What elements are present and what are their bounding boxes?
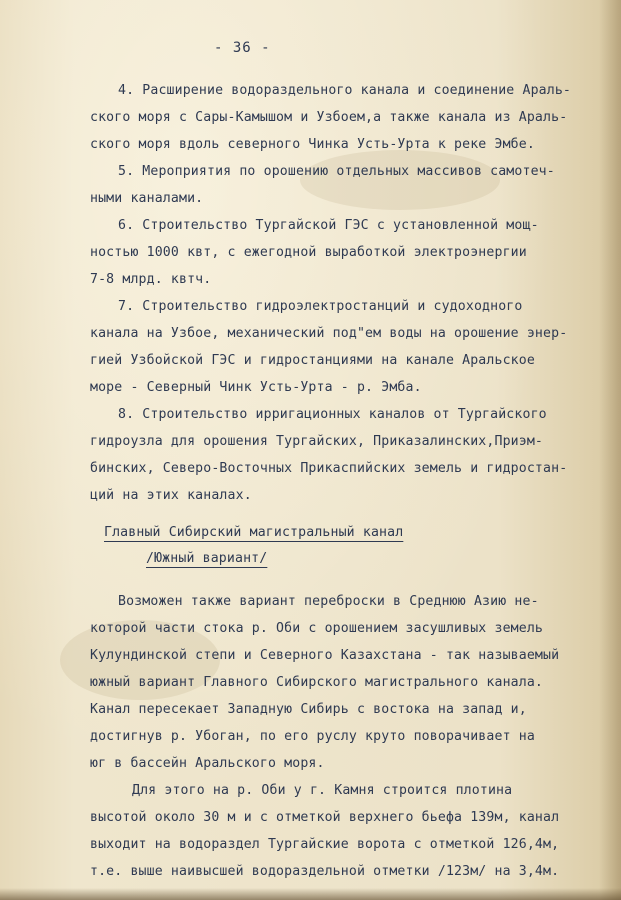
text-line: ского моря вдоль северного Чинка Усть-Урта к реке Эмбе. xyxy=(90,137,535,152)
text-line: достигнув р. Убоган, по его руслу круто поворачивает на xyxy=(90,729,535,744)
text-line: гией Узбойской ГЭС и гидростанциями на канале Аральское xyxy=(90,353,535,368)
text-line: 7-8 млрд. квтч. xyxy=(90,272,212,287)
text-line: 6. Строительство Тургайской ГЭС с установленной мощ- xyxy=(118,218,539,233)
text-line: канала на Узбое, механический под"ем воды на орошение энер- xyxy=(90,326,568,341)
text-line: которой части стока р. Оби с орошением засушливых земель xyxy=(90,621,544,636)
section-heading: Главный Сибирский магистральный канал xyxy=(104,525,404,540)
page-bottom-shadow xyxy=(0,888,621,900)
text-line: ностью 1000 квт, с ежегодной выработкой электроэнергии xyxy=(90,245,527,260)
text-line: гидроузла для орошения Тургайских, Приказалинских,Приэм- xyxy=(90,434,544,449)
text-line: ций на этих каналах. xyxy=(90,488,252,503)
text-line: бинских, Северо-Восточных Прикаспийских земель и гидростан- xyxy=(90,461,568,476)
text-line: Возможен также вариант переброски в Среднюю Азию не- xyxy=(118,594,539,609)
text-line: Для этого на р. Оби у г. Камня строится плотина xyxy=(132,783,513,798)
text-line: Кулундинской степи и Северного Казахстана - так называемый xyxy=(90,648,560,663)
paper-stain xyxy=(300,150,500,210)
text-line: высотой около 30 м и с отметкой верхнего бьефа 139м, канал xyxy=(90,810,560,825)
page-number: - 36 - xyxy=(214,40,271,56)
text-line: южный вариант Главного Сибирского магистрального канала. xyxy=(90,675,544,690)
text-line: ского моря с Сары-Камышом и Узбоем,а также канала из Араль- xyxy=(90,110,568,125)
page-edge-shadow xyxy=(599,0,621,900)
text-line: т.е. выше наивысшей водораздельной отметки /123м/ на 3,4м. xyxy=(90,864,560,879)
text-line: выходит на водораздел Тургайские ворота с отметкой 126,4м, xyxy=(90,837,560,852)
text-line: 5. Мероприятия по орошению отдельных массивов самотеч- xyxy=(118,164,555,179)
text-line: море - Северный Чинк Усть-Урта - р. Эмба. xyxy=(90,380,422,395)
text-line: 7. Строительство гидроэлектростанций и судоходного xyxy=(118,299,523,314)
text-line: Канал пересекает Западную Сибирь с востока на запад и, xyxy=(90,702,527,717)
text-line: юг в бассейн Аральского моря. xyxy=(90,756,325,771)
text-line: ными каналами. xyxy=(90,191,204,206)
text-line: 8. Строительство ирригационных каналов от Тургайского xyxy=(118,407,547,422)
text-line: 4. Расширение водораздельного канала и соединение Араль- xyxy=(118,83,572,98)
section-subheading: /Южный вариант/ xyxy=(146,551,268,566)
